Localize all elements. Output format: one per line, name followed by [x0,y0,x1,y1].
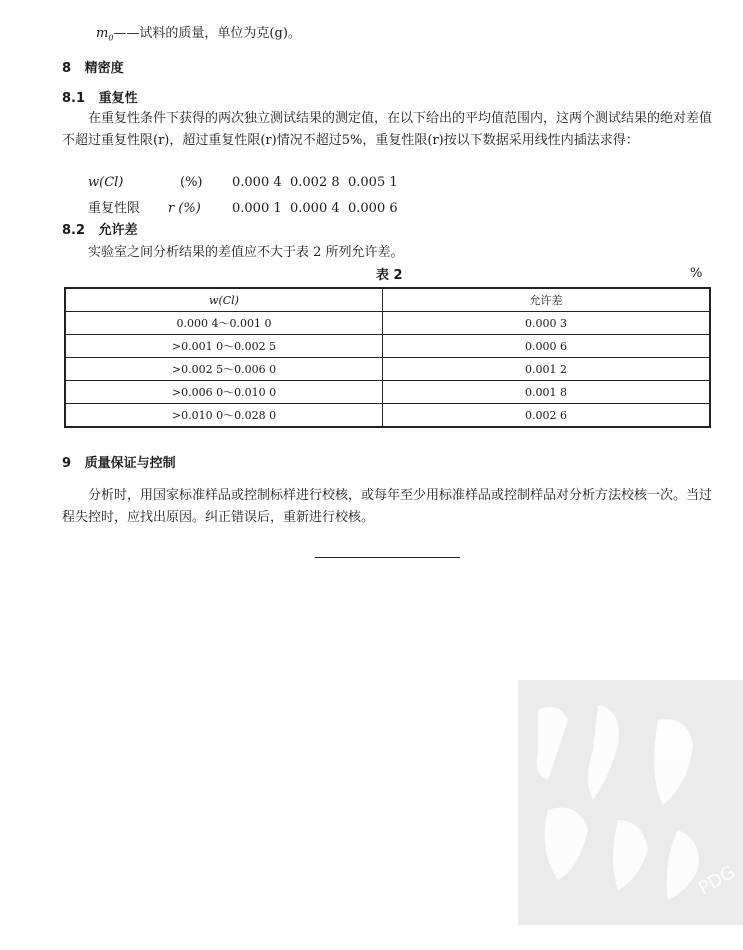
table-cell: >0.010 0～0.028 0 [65,404,383,428]
watermark-text: PDG [695,861,739,900]
table-row [65,358,710,381]
section-title: 允许差 [98,223,138,238]
section-8-heading [62,57,124,76]
table-unit: % [690,266,703,281]
table-row [65,404,710,428]
row-value: 0.000 4 [290,201,340,216]
section-8-2-heading [62,219,138,238]
data-row-repeatability [88,197,398,216]
section-title: 质量保证与控制 [84,456,176,471]
section-8-1-heading [62,87,138,106]
table-cell: >0.006 0～0.010 0 [65,381,383,404]
table-2 [64,287,711,428]
section-number: 8.1 [62,91,86,106]
row-value: 0.000 1 [232,201,282,216]
end-rule [315,557,460,558]
table-cell: 0.001 8 [383,381,711,404]
repeatability-paragraph: 在重复性条件下获得的两次独立测试结果的测定值，在以下给出的平均值范围内，这两个测试结果的绝对差值不超过重复性限(r)，超过重复性限(r)情况不超过5%，重复性限(r)按以下数据采用线性内插法求得： [62,111,713,148]
row-label: w(Cl) [88,175,124,190]
table-caption: 表 2 [376,268,403,283]
table-cell: 0.000 6 [383,335,711,358]
table-cell: >0.001 0～0.002 5 [65,335,383,358]
mass-definition: ——试料的质量，单位为克(g)。 [113,26,301,41]
row-value: 0.000 4 [232,175,282,190]
table-row [65,381,710,404]
mass-symbol: $m_0$ [96,26,114,43]
section-number: 9 [62,456,72,471]
row-unit: r (%) [168,201,201,216]
section-number: 8 [62,61,72,76]
data-row-wcl [88,175,398,190]
row-label: 重复性限 [88,201,141,216]
table-cell: 0.000 4～0.001 0 [65,312,383,335]
section-9-heading [62,452,176,471]
top-line [96,22,301,43]
table-cell: >0.002 5～0.006 0 [65,358,383,381]
table-cell: 0.001 2 [383,358,711,381]
table-row [65,312,710,335]
section-title: 精密度 [84,61,124,76]
table-cell: 0.002 6 [383,404,711,428]
watermark-seal [478,660,743,950]
table-header-cell: 允许差 [383,288,711,312]
row-value: 0.002 8 [290,175,340,190]
section-number: 8.2 [62,223,86,238]
table-row [65,335,710,358]
row-value: 0.005 1 [348,175,398,190]
tolerance-paragraph: 实验室之间分析结果的差值应不大于表 2 所列允许差。 [88,245,404,260]
row-value: 0.000 6 [348,201,398,216]
row-unit: (%) [180,175,203,190]
section-title: 重复性 [98,91,138,106]
table-header-cell: w(Cl) [65,288,383,312]
quality-control-paragraph: 分析时，用国家标准样品或控制标样进行校核，或每年至少用标准样品或控制样品对分析方法校核一次。当过程失控时，应找出原因。纠正错误后，重新进行校核。 [62,488,713,525]
table-cell: 0.000 3 [383,312,711,335]
table-header-row [65,288,710,312]
